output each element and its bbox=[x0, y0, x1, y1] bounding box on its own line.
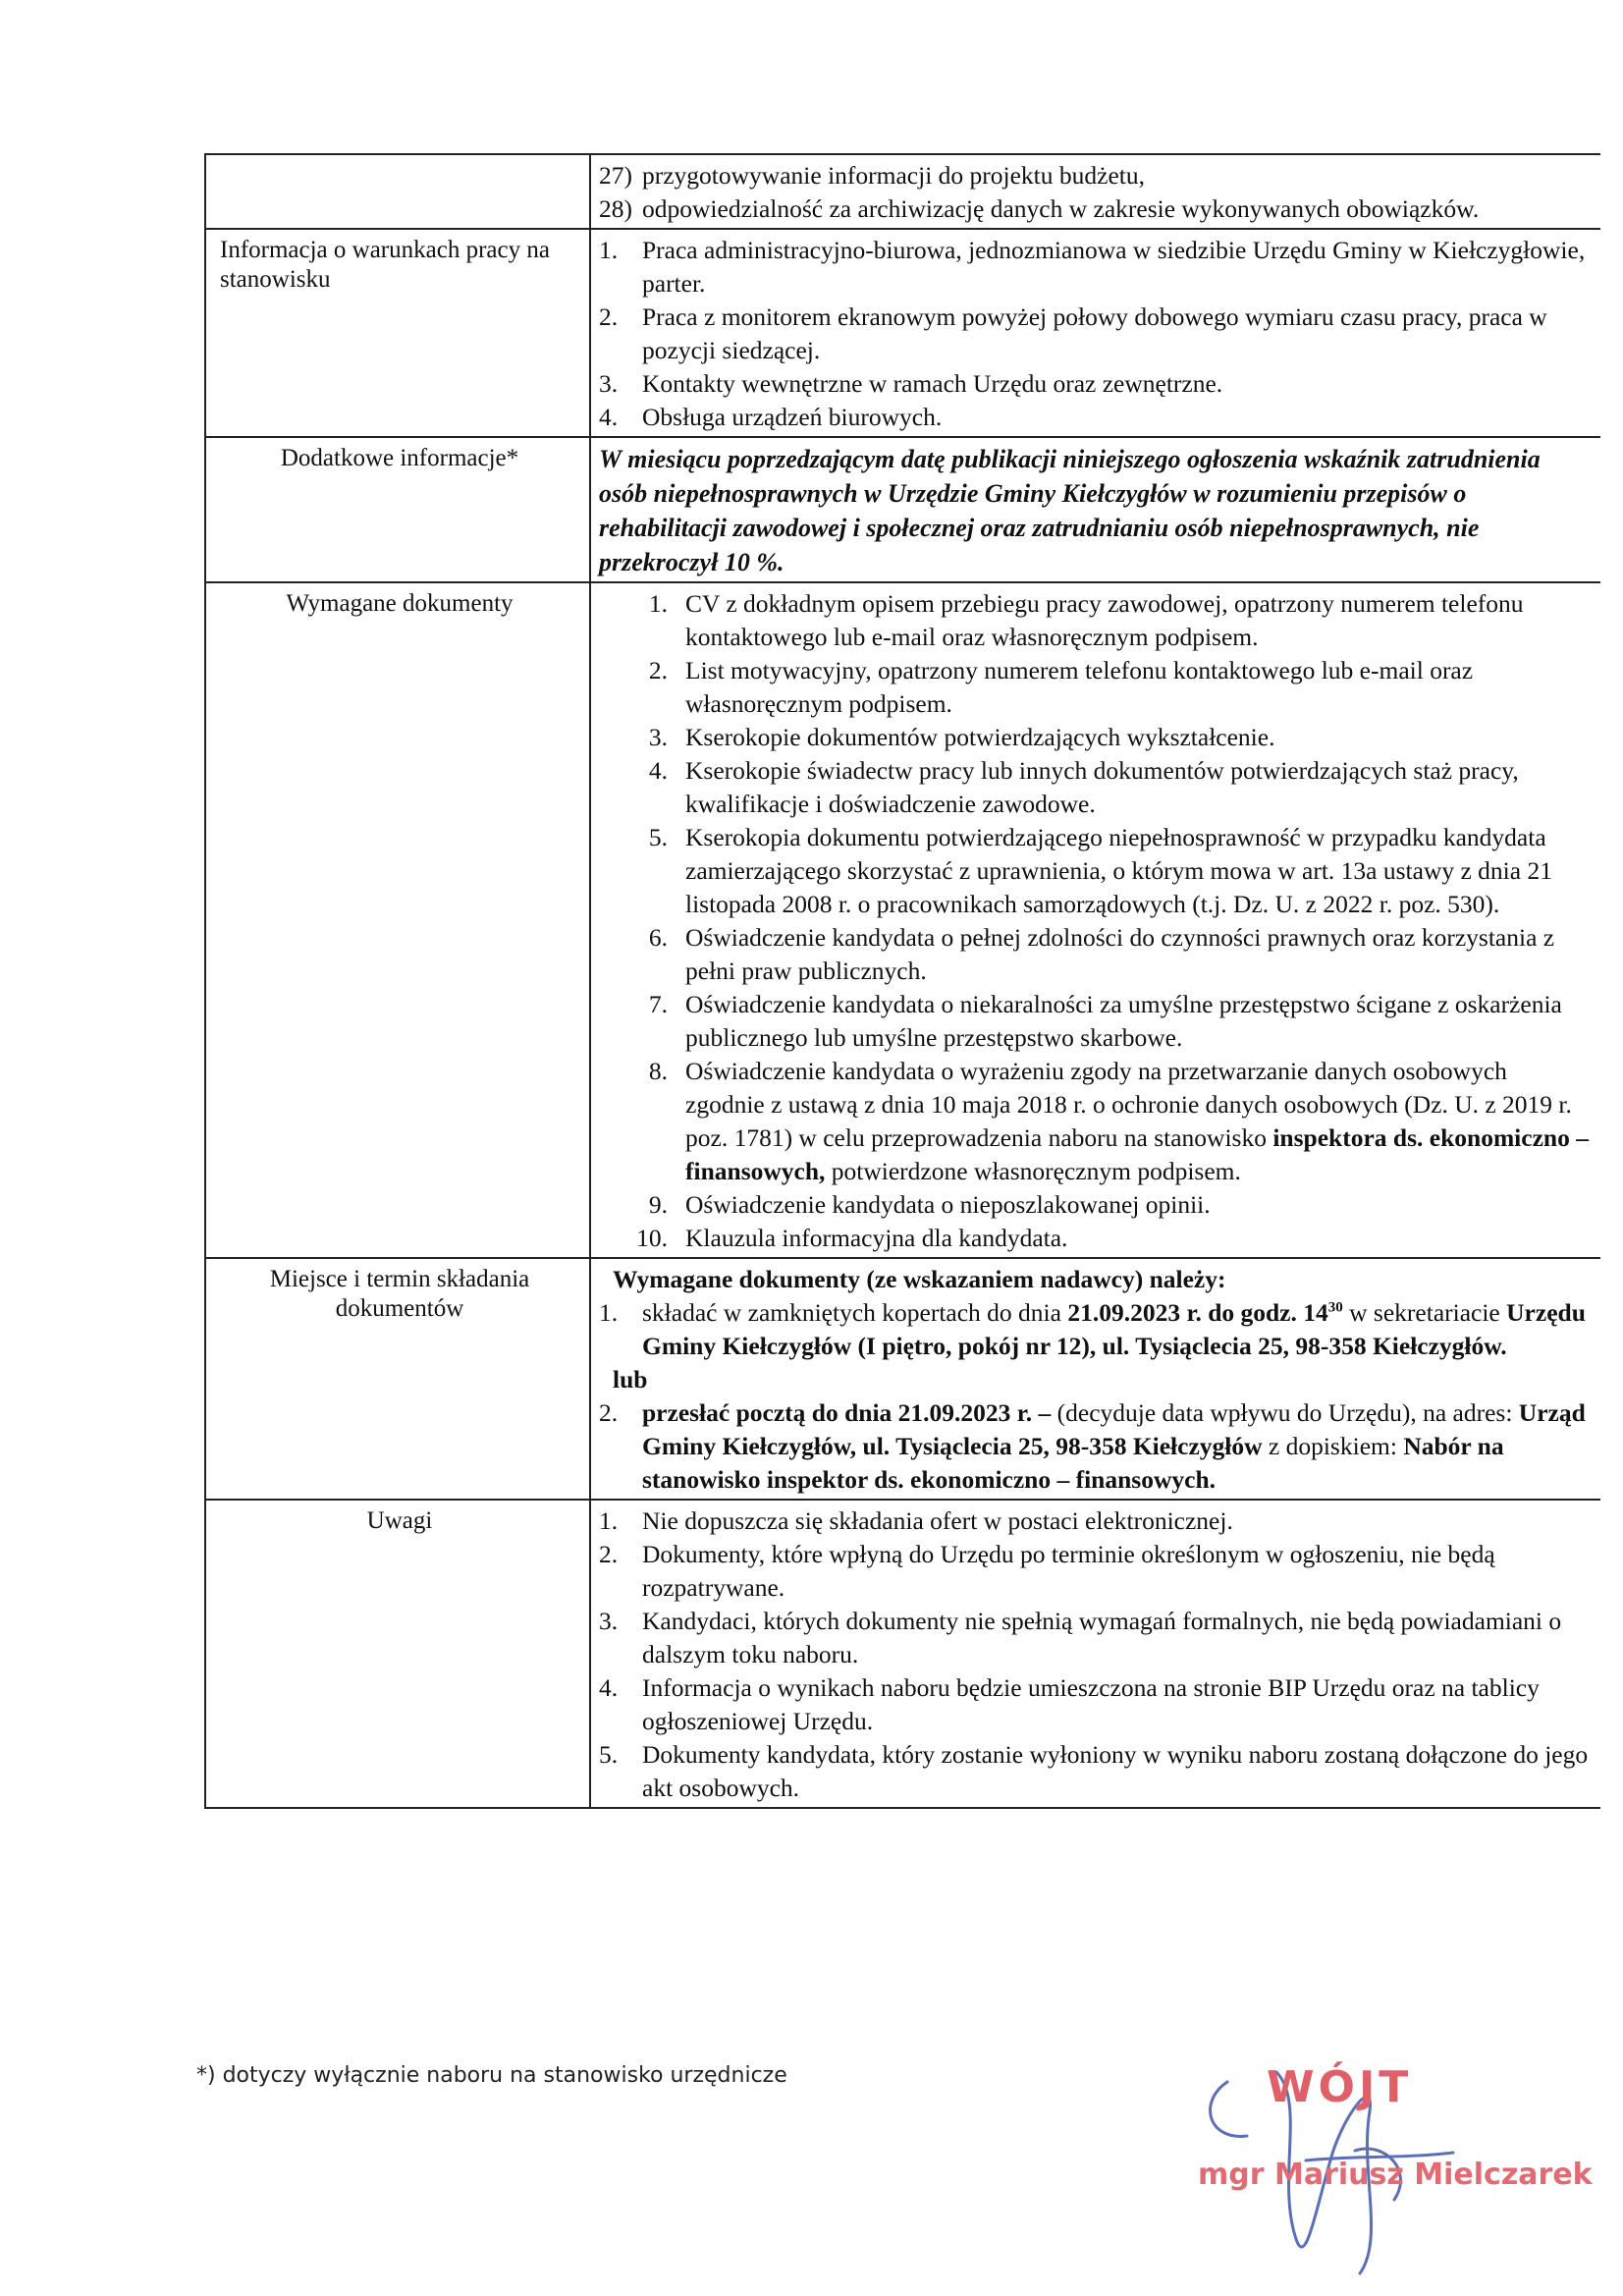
row-label-notes: Uwagi bbox=[206, 1501, 591, 1807]
item-number: 4. bbox=[648, 756, 668, 785]
table-row-submission bbox=[206, 1259, 1600, 1501]
item-text: List motywacyjny, opatrzony numerem telefonu kontaktowego lub e-mail oraz własnoręcznym podpisem. bbox=[685, 656, 1474, 718]
deadline-text: 21.09.2023 r. do godz. 14 bbox=[1067, 1298, 1328, 1327]
footnote: *) dotyczy wyłącznie naboru na stanowisko urzędnicze bbox=[196, 2063, 787, 2088]
item-text-part: w sekretariacie bbox=[1342, 1298, 1507, 1327]
list-item bbox=[599, 192, 1591, 226]
row-value-notes bbox=[591, 1501, 1600, 1807]
list-item bbox=[599, 1738, 1591, 1805]
postal-address: Urząd Gminy Kiełczygłów, ul. Tysiąclecia 25, 98-358 Kiełczygłów bbox=[642, 1398, 1586, 1460]
or-separator: lub bbox=[613, 1365, 648, 1394]
row-label-required-documents: Wymagane dokumenty bbox=[206, 583, 591, 1257]
item-number: 2. bbox=[648, 656, 668, 684]
table-row-notes bbox=[206, 1501, 1600, 1807]
list-item bbox=[599, 301, 1591, 367]
item-text: Kontakty wewnętrzne w ramach Urzędu oraz zewnętrzne. bbox=[642, 369, 1223, 398]
item-text-part: składać w zamkniętych kopertach do dnia bbox=[642, 1298, 1068, 1327]
official-stamp bbox=[1159, 2043, 1593, 2288]
item-text: odpowiedzialność za archiwizację danych w zakresie wykonywanych obowiązków. bbox=[642, 194, 1480, 223]
list-item bbox=[599, 1188, 1591, 1222]
item-text-part: Oświadczenie kandydata o wyrażeniu zgody na przetwarzanie danych osobowych zgodnie z ustawą z dnia 10 maja 2018 r. o ochronie danych osobowych (Dz. U. z 2019 r. poz. 1781) w celu przeprowadzenia naboru na stanowisko bbox=[685, 1057, 1572, 1152]
list-item bbox=[599, 1055, 1591, 1188]
item-number: 1. bbox=[648, 589, 668, 618]
item-text: Praca administracyjno-biurowa, jednozmianowa w siedzibie Urzędu Gminy w Kiełczygłowie, parter. bbox=[642, 236, 1586, 298]
list-item bbox=[599, 234, 1591, 301]
item-number: 1. bbox=[599, 1506, 619, 1535]
table-row-additional-info bbox=[206, 438, 1600, 583]
item-number: 2. bbox=[599, 1398, 619, 1427]
item-text: Nie dopuszcza się składania ofert w postaci elektronicznej. bbox=[642, 1506, 1233, 1535]
item-text: Dokumenty, które wpłyną do Urzędu po terminie określonym w ogłoszeniu, nie będą rozpatrywane. bbox=[642, 1540, 1495, 1602]
list-item bbox=[599, 1504, 1591, 1538]
mail-deadline: przesłać pocztą do dnia 21.09.2023 r. – bbox=[642, 1398, 1052, 1427]
list-item bbox=[599, 1396, 1591, 1497]
stamp-title: WÓJT bbox=[1267, 2062, 1413, 2112]
item-number: 6. bbox=[648, 923, 668, 952]
item-text: CV z dokładnym opisem przebiegu pracy zawodowej, opatrzony numerem telefonu kontaktowego lub e-mail oraz własnoręcznym podpisem. bbox=[685, 589, 1524, 651]
item-text: Kserokopie świadectw pracy lub innych dokumentów potwierdzających staż pracy, kwalifikacje i doświadczenie zawodowe. bbox=[685, 756, 1519, 818]
item-number: 2. bbox=[599, 302, 619, 331]
item-number: 9. bbox=[648, 1190, 668, 1219]
item-number: 1. bbox=[599, 236, 619, 264]
row-label-working-conditions: Informacja o warunkach pracy na stanowisku bbox=[206, 230, 591, 436]
row-value-working-conditions bbox=[591, 230, 1600, 436]
table-row-duties-continued bbox=[206, 155, 1600, 230]
list-item bbox=[599, 159, 1591, 192]
item-number: 4. bbox=[599, 1673, 619, 1702]
list-item bbox=[599, 401, 1591, 434]
item-text: Obsługa urządzeń biurowych. bbox=[642, 403, 943, 431]
item-text bbox=[642, 1296, 1591, 1363]
list-item bbox=[599, 1605, 1591, 1671]
item-number: 2. bbox=[599, 1540, 619, 1568]
item-text-part: (decyduje data wpływu do Urzędu), na adres: bbox=[1051, 1398, 1519, 1427]
item-text: Kserokopia dokumentu potwierdzającego niepełnosprawność w przypadku kandydata zamierzającego skorzystać z uprawnienia, o którym mowa w art. 13a ustawy z dnia 21 listopada 2008 r. o pracownikach samorządowych (t.j. Dz. U. z 2022 r. poz. 530). bbox=[685, 823, 1552, 918]
item-text: Oświadczenie kandydata o niekaralności za umyślne przestępstwo ścigane z oskarżenia publicznego lub umyślne przestępstwo skarbowe. bbox=[685, 990, 1562, 1052]
item-text: Oświadczenie kandydata o nieposzlakowanej opinii. bbox=[685, 1190, 1211, 1219]
item-text: Oświadczenie kandydata o pełnej zdolności do czynności prawnych oraz korzystania z pełni praw publicznych. bbox=[685, 923, 1555, 985]
row-value-additional-info: W miesiącu poprzedzającym datę publikacji niniejszego ogłoszenia wskaźnik zatrudnienia osób niepełnosprawnych w Urzędzie Gminy Kiełczygłów w rozumieniu przepisów o rehabilitacji zawodowej i społecznej oraz zatrudnianiu osób niepełnosprawnych, nie przekroczył 10 %. bbox=[599, 445, 1541, 576]
deadline-minutes: 30 bbox=[1327, 1299, 1343, 1316]
item-text-part: potwierdzone własnoręcznym podpisem. bbox=[825, 1157, 1241, 1185]
list-item bbox=[599, 988, 1591, 1055]
item-text: Kserokopie dokumentów potwierdzających wykształcenie. bbox=[685, 723, 1275, 751]
item-number: 10. bbox=[636, 1224, 668, 1252]
item-text: Kandydaci, których dokumenty nie spełnią wymagań formalnych, nie będą powiadamiani o dalszym toku naboru. bbox=[642, 1607, 1562, 1668]
item-text: Praca z monitorem ekranowym powyżej połowy dobowego wymiaru czasu pracy, praca w pozycji siedzącej. bbox=[642, 302, 1547, 364]
item-number: 3. bbox=[599, 369, 619, 398]
item-number: 27) bbox=[599, 161, 632, 190]
list-item bbox=[599, 1671, 1591, 1738]
item-number: 8. bbox=[648, 1057, 668, 1085]
stamp-name: mgr Mariusz Mielczarek bbox=[1198, 2158, 1593, 2192]
announcement-table bbox=[204, 153, 1600, 1809]
item-text bbox=[642, 1396, 1591, 1497]
row-value-required-documents bbox=[591, 583, 1600, 1257]
row-label-additional-info: Dodatkowe informacje* bbox=[206, 438, 591, 581]
item-number: 3. bbox=[648, 723, 668, 751]
item-number: 7. bbox=[648, 990, 668, 1018]
list-item bbox=[599, 1538, 1591, 1605]
row-label-empty bbox=[206, 155, 591, 228]
list-item bbox=[599, 754, 1591, 821]
item-number: 28) bbox=[599, 194, 632, 223]
item-text bbox=[685, 1055, 1591, 1188]
item-number: 5. bbox=[648, 823, 668, 851]
submission-heading: Wymagane dokumenty (ze wskazaniem nadawcy) należy: bbox=[613, 1265, 1226, 1293]
item-text-part: z dopiskiem: bbox=[1262, 1432, 1404, 1460]
row-value-duties bbox=[591, 155, 1600, 228]
item-text: Klauzula informacyjna dla kandydata. bbox=[685, 1224, 1068, 1252]
list-item bbox=[599, 367, 1591, 401]
item-text: Dokumenty kandydata, który zostanie wyłoniony w wyniku naboru zostaną dołączone do jego akt osobowych. bbox=[642, 1740, 1589, 1802]
item-text: Informacja o wynikach naboru będzie umieszczona na stronie BIP Urzędu oraz na tablicy ogłoszeniowej Urzędu. bbox=[642, 1673, 1540, 1735]
list-item bbox=[599, 821, 1591, 921]
table-row-required-documents bbox=[206, 583, 1600, 1259]
item-text: przygotowywanie informacji do projektu budżetu, bbox=[642, 161, 1145, 190]
item-number: 4. bbox=[599, 403, 619, 431]
row-value-submission bbox=[591, 1259, 1600, 1499]
table-row-working-conditions bbox=[206, 230, 1600, 438]
list-item bbox=[599, 721, 1591, 754]
list-item bbox=[599, 654, 1591, 721]
envelope-annotation: Nabór na stanowisko inspektor ds. ekonomiczno – finansowych. bbox=[642, 1432, 1504, 1494]
position-name: inspektora ds. ekonomiczno – finansowych, bbox=[685, 1123, 1589, 1185]
row-label-submission: Miejsce i termin składania dokumentów bbox=[206, 1259, 591, 1499]
list-item bbox=[599, 587, 1591, 654]
item-number: 3. bbox=[599, 1607, 619, 1635]
list-item bbox=[599, 921, 1591, 988]
item-number: 1. bbox=[599, 1298, 619, 1327]
list-item bbox=[599, 1222, 1591, 1255]
deadline bbox=[1067, 1298, 1342, 1327]
office-address: Urzędu Gminy Kiełczygłów (I piętro, pokój nr 12), ul. Tysiąclecia 25, 98-358 Kiełczygłów. bbox=[642, 1298, 1586, 1360]
item-number: 5. bbox=[599, 1740, 619, 1769]
list-item bbox=[599, 1296, 1591, 1363]
